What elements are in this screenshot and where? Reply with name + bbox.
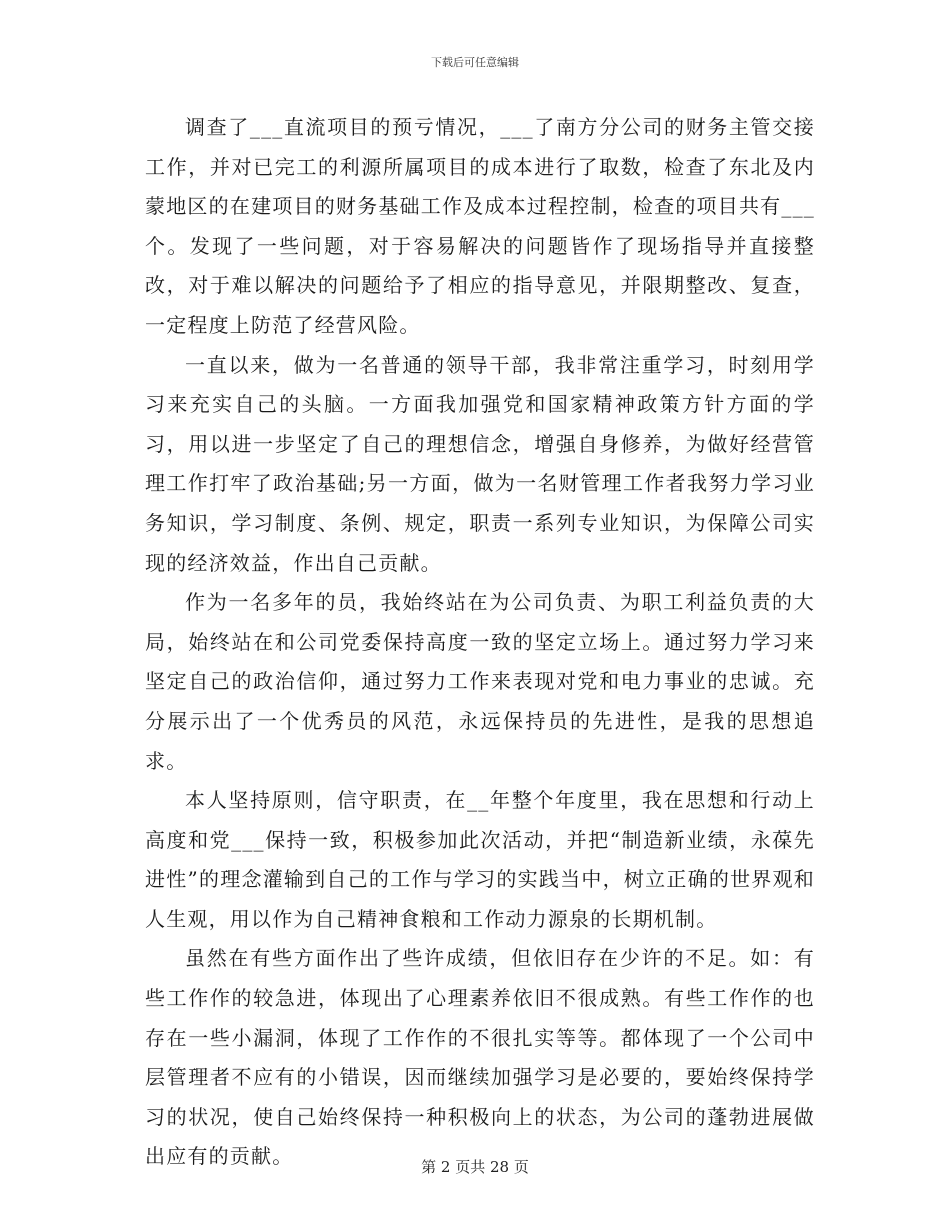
page-header: 下载后可任意编辑 — [431, 56, 519, 69]
paragraph-4: 本人坚持原则，信守职责，在__年整个年度里，我在思想和行动上高度和党___保持一致，积极参加此次活动，并把“制造新业绩，永葆先进性”的理念灌输到自己的工作与学习的实践当中，树立正确的世界观和人生观，用以作为自己精神食粮和工作动力源泉的长期机制。 — [145, 788, 815, 931]
paragraph-2: 一直以来，做为一名普通的领导干部，我非常注重学习，时刻用学习来充实自己的头脑。一方面我加强党和国家精神政策方针方面的学习，用以进一步坚定了自己的理想信念，增强自身修养，为做好经营管理工作打牢了政治基础;另一方面，做为一名财管理工作者我努力学习业务知识，学习制度、条例、规定，职责一系列专业知识，为保障公司实现的经济效益，作出自己贡献。 — [145, 352, 815, 575]
page-footer: 第 2 页共 28 页 — [421, 1158, 529, 1176]
paragraph-1: 调查了___直流项目的预亏情况，___了南方分公司的财务主管交接工作，并对已完工的利源所属项目的成本进行了取数，检查了东北及内蒙地区的在建项目的财务基础工作及成本过程控制，检查的项目共有___个。发现了一些问题，对于容易解决的问题皆作了现场指导并直接整改，对于难以解决的问题给予了相应的指导意见，并限期整改、复查，一定程度上防范了经营风险。 — [145, 115, 815, 337]
paragraph-5: 虽然在有些方面作出了些许成绩，但依旧存在少许的不足。如：有些工作作的较急进，体现出了心理素养依旧不很成熟。有些工作作的也存在一些小漏洞，体现了工作作的不很扎实等等。都体现了一个公司中层管理者不应有的小错误，因而继续加强学习是必要的，要始终保持学习的状况，使自己始终保持一种积极向上的状态，为公司的蓬勃进展做出应有的贡献。 — [145, 946, 815, 1169]
paragraph-3: 作为一名多年的员，我始终站在为公司负责、为职工利益负责的大局，始终站在和公司党委保持高度一致的坚定立场上。通过努力学习来坚定自己的政治信仰，通过努力工作来表现对党和电力事业的忠诚。充分展示出了一个优秀员的风范，永远保持员的先进性，是我的思想追求。 — [145, 590, 815, 773]
document-body — [145, 108, 815, 1177]
